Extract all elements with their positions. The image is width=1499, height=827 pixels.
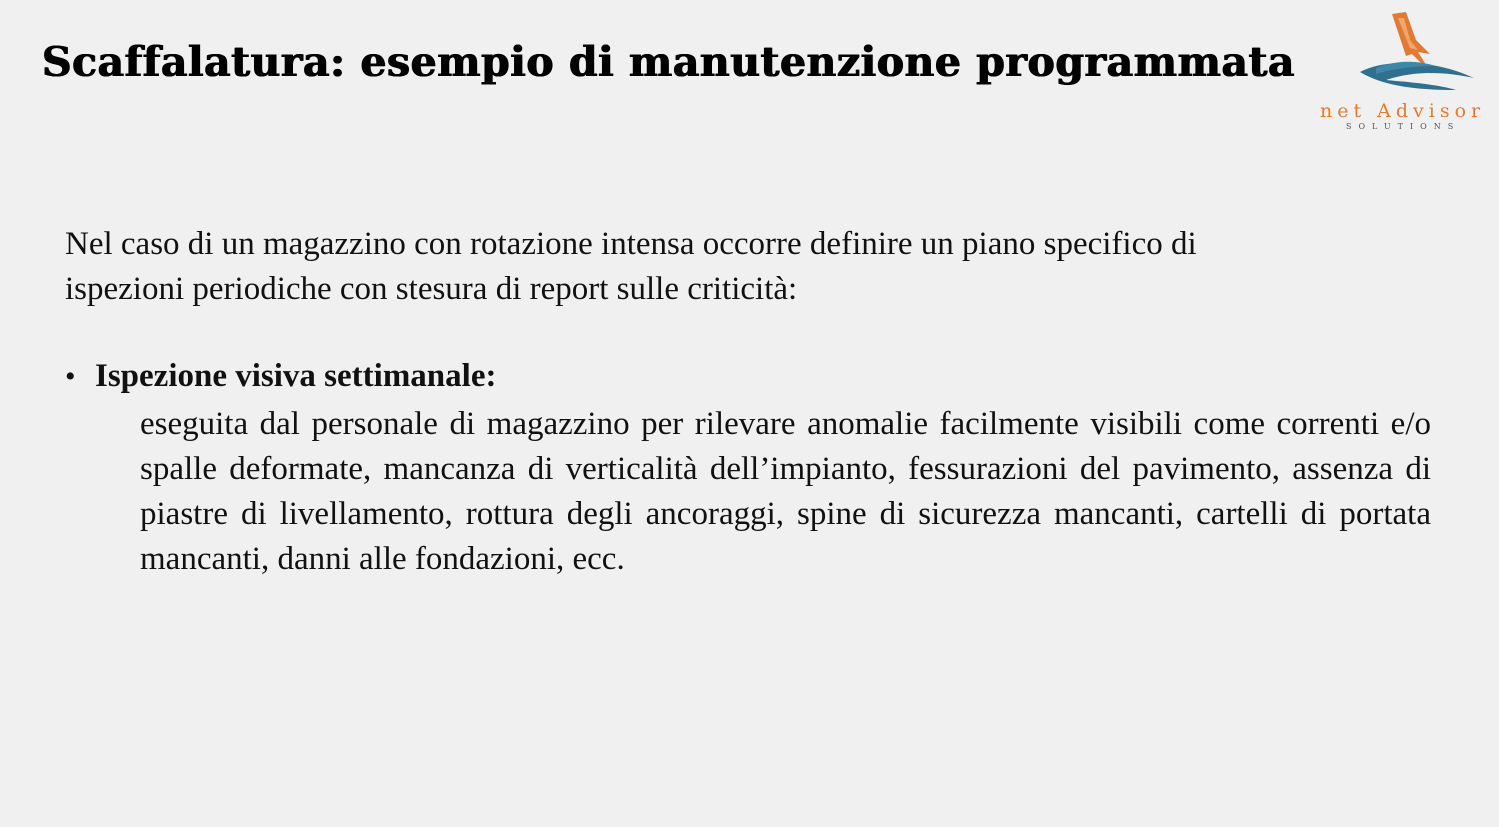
bullet-item <box>65 358 496 395</box>
bullet-marker: • <box>65 360 76 393</box>
bullet-body: eseguita dal personale di magazzino per rilevare anomalie facilmente visibili come correnti e/o spalle deformate, mancanza di verticalità dell’impianto, fessurazioni del pavimento, assenza di piastre di livellamento, rottura degli ancoraggi, spine di sicurezza mancanti, cartelli di portata mancanti, danni alle fondazioni, ecc. <box>140 406 1431 577</box>
bullet-heading: Ispezione visiva settimanale: <box>95 358 497 394</box>
slide-title: Scaffalatura: esempio di manutenzione programmata <box>42 38 1296 86</box>
company-logo <box>1316 8 1492 130</box>
logo-name: net Advisor <box>1320 100 1486 122</box>
logo-subtitle: SOLUTIONS <box>1346 122 1461 131</box>
intro-paragraph: Nel caso di un magazzino con rotazione intensa occorre definire un piano specifico di ispezioni periodiche con stesura di report sulle criticità: <box>65 226 1197 307</box>
logo-mark-icon <box>1346 10 1491 102</box>
